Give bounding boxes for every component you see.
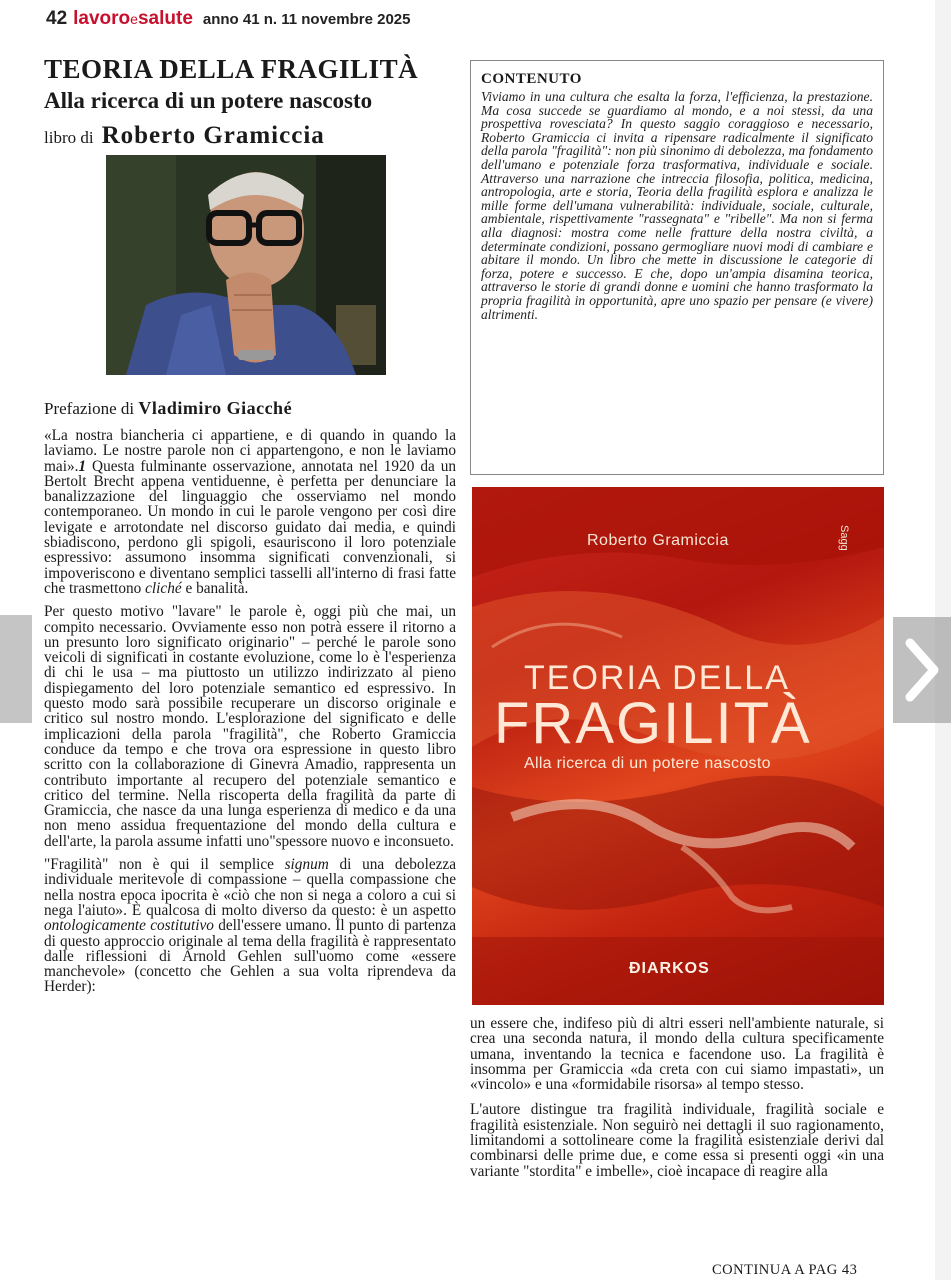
article-body-right [470,1016,884,1189]
cover-series-label: Sagg [838,525,851,551]
paragraph: L'autore distingue tra fragilità individuale, fragilità sociale e fragilità esistenziale. Non seguirò nei dettagli il suo ragionamento, limitandomi a sottolineare come la fragilità esistenziale derivi dal combinarsi delle prime due, e come essa si presenti oggi «in una variante "stordita" e imbelle», cioè incapace di reagire alla [470,1101,884,1180]
book-cover [472,487,884,1005]
paragraph: un essere che, indifeso più di altri esseri nell'ambiente naturale, si crea una seconda natura, il mondo della cultura specificamente umana, inventando la tecnica e facendone uso. La fragilità è insomma per Gramiccia «da creta con cui siamo impastati», un «vincolo» e una «formidabile risorsa» al tempo stesso. [470,1015,884,1094]
footnote-marker: 1 [78,457,87,475]
contenuto-heading: CONTENUTO [481,71,582,87]
page-header [46,8,411,38]
magazine-logo: lavoroesalute [73,8,193,29]
issue-info: anno 41 n. 11 novembre 2025 [202,11,411,28]
cover-title-line1: TEORIA DELLA [524,659,790,697]
contenuto-text: Viviamo in una cultura che esalta la forza, l'efficienza, la prestazione. Ma cosa succede se guardiamo al mondo, e a noi stessi, da una prospettiva rovesciata? In questo saggio coraggioso e necessario, Roberto Gramiccia ci invita a ripensare radicalmente il significato della parola "fragilità": non più sinonimo di debolezza, ma fondamento dell'umano e potenziale forza trasformativa, individuale e sociale. Attraverso una narrazione che intreccia filosofia, politica, medicina, antropologia, arte e storia, Teoria della fragilità esplora e analizza le mille forme dell'umana vulnerabilità: individuale, sociale, culturale, ambientale, rispettivamente "rassegnata" e "ribelle". Ma non si ferma alla diagnosi: mostra come nelle fratture della nostra civiltà, a determinate condizioni, possano germogliare nuovi modi di cambiare e abitare il mondo. Un libro che mette in discussione le categorie di forza, potere e successo. E che, dopo un'ampia disamina teorica, attraverso le storie di grandi donne e uomini che hanno trasformato la propria fragilità in opportunità, apre uno spazio per pensare (e vivere) altrimenti. [481,89,873,322]
previous-page-button[interactable] [0,615,32,723]
cover-title-line2: FRAGILITÀ [494,691,812,756]
next-page-button[interactable] [893,617,951,723]
continued-on-page: CONTINUA A PAG 43 [712,1262,858,1278]
article-title: TEORIA DELLA FRAGILITÀ [44,54,419,84]
byline [44,122,325,150]
preface-label: Prefazione di [44,399,135,418]
cover-author: Roberto Gramiccia [587,532,729,549]
preface-credit [44,398,292,419]
paragraph: "Fragilità" non è qui il semplice signum di una debolezza individuale meritevole di compassione – quella compassione che nella nostra epoca ipocrita è «ciò che non si nega a coloro a cui si nega l'aiuto». È qualcosa di molto diverso da questo: è un aspetto ontologicamente costitutivo dell'essere umano. Il punto di partenza di questo approccio originale al tema della fragilità è rappresentato dalle riflessioni di Arnold Gehlen sull'uomo come «essere manchevole» (concetto che Gehlen a sua volta riprendeva da Herder): [44,856,456,996]
author-portrait [106,155,386,375]
byline-label: libro di [44,128,94,147]
cover-subtitle: Alla ricerca di un potere nascosto [524,755,771,772]
page-number: 42 [46,8,68,29]
paragraph: Per questo motivo "lavare" le parole è, oggi più che mai, un compito necessario. Ovviamente esso non potrà essere il ritorno a un presunto loro significato originario" – perché le parole sono veicoli di significati in costante evoluzione, come lo è l'esperienza di chi le usa – ma piuttosto un utilizzo indirizzato al pieno dispiegamento del loro potenziale semantico ed espressivo. In questo modo sarà possibile recuperare un discorso originale e critico sul nostro mondo. L'esplorazione del significato e delle implicazioni della parola "fragilità", che Roberto Gramiccia conduce da tempo e che trova ora espressione in questo libro scritto con la collaborazione di Ginevra Amadio, rappresenta un contributo importante al recupero del potenziale semantico e critico del termine. Nella riscoperta della fragilità da parte di Gramiccia, che nasce da una lunga esperienza di medico e da una non meno assidua frequentazione del mondo della cultura e dell'arte, la parola assume infatti uno"spessore nuovo e inconsueto. [44,603,456,850]
byline-author: Roberto Gramiccia [101,122,325,149]
article-subtitle: Alla ricerca di un potere nascosto [44,88,373,113]
chevron-right-icon [902,635,942,705]
cover-publisher-logo: ÐIARKOS [629,960,710,977]
paragraph: «La nostra biancheria ci appartiene, e di quando in quando la laviamo. Le nostre parole non ci appartengono, e non le laviamo mai».1 Questa fulminante osservazione, annotata nel 1920 da un Bertolt Brecht appena ventiduenne, è perfetta per denunciare la banalizzazione del linguaggio che osserviamo nel mondo contemporaneo. Un mondo in cui le parole vengono per così dire levigate e arrotondate nel discorso guidato dai media, e quindi sbiadiscono, perdono gli spigoli, esauriscono il loro potenziale espressivo: assumono insomma significati convenzionali, si impoveriscono e diventano semplici tasselli all'interno di frasi fatte che trasmettono cliché e banalità. [44,427,456,597]
contenuto-box [470,60,884,475]
preface-author: Vladimiro Giacché [138,398,293,418]
article-body-left [44,428,456,1003]
